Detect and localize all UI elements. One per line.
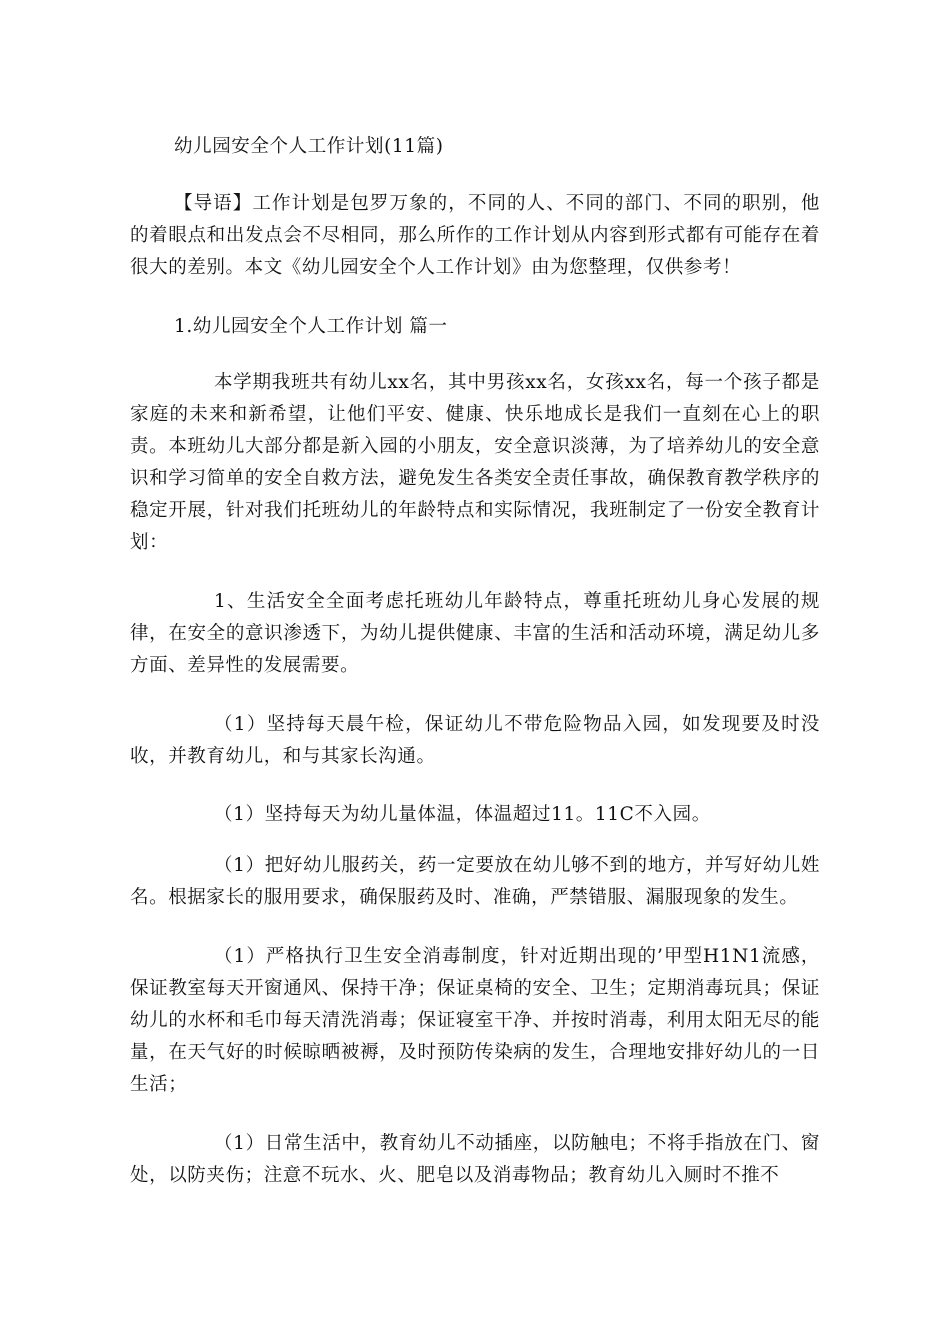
list-item: （1）日常生活中，教育幼儿不动插座，以防触电；不将手指放在门、窗处，以防夹伤；注意不玩水、火、肥皂以及消毒物品；教育幼儿入厕时不推不 — [130, 1133, 820, 1186]
list-item: （1）严格执行卫生安全消毒制度，针对近期出现的’甲型H1N1流感，保证教室每天开窗通风、保持干净；保证桌椅的安全、卫生；定期消毒玩具；保证幼儿的水杯和毛巾每天清洗消毒；保证寝室干净、并按时消毒，利用太阳无尽的能量，在天气好的时候晾晒被褥，及时预防传染病的发生，合理地安排好幼儿的一日生活； — [130, 946, 820, 1095]
body-paragraph: 本学期我班共有幼儿xx名，其中男孩xx名，女孩xx名，每一个孩子都是家庭的未来和新希望，让他们平安、健康、快乐地成长是我们一直刻在心上的职责。本班幼儿大部分都是新入园的小朋友，安全意识淡薄，为了培养幼儿的安全意识和学习简单的安全自救方法，避免发生各类安全责任事故，确保教育教学秩序的稳定开展，针对我们托班幼儿的年龄特点和实际情况，我班制定了一份安全教育计划： — [130, 372, 820, 553]
document-title: 幼儿园安全个人工作计划(11篇) — [174, 136, 444, 157]
list-item: （1）坚持每天为幼儿量体温，体温超过11。11C不入园。 — [214, 804, 711, 825]
section-title: 1.幼儿园安全个人工作计划 篇一 — [174, 316, 448, 337]
intro-paragraph: 【导语】工作计划是包罗万象的，不同的人、不同的部门、不同的职别，他的着眼点和出发点会不尽相同，那么所作的工作计划从内容到形式都有可能存在着很大的差别。本文《幼儿园安全个人工作计划》由为您整理，仅供参考！ — [130, 193, 820, 278]
list-item: 1、生活安全全面考虑托班幼儿年龄特点，尊重托班幼儿身心发展的规律，在安全的意识渗透下，为幼儿提供健康、丰富的生活和活动环境，满足幼儿多方面、差异性的发展需要。 — [130, 591, 820, 676]
list-item: （1）坚持每天晨午检，保证幼儿不带危险物品入园，如发现要及时没收，并教育幼儿，和与其家长沟通。 — [130, 714, 820, 767]
list-item: （1）把好幼儿服药关，药一定要放在幼儿够不到的地方，并写好幼儿姓名。根据家长的服用要求，确保服药及时、准确，严禁错服、漏服现象的发生。 — [130, 855, 820, 908]
